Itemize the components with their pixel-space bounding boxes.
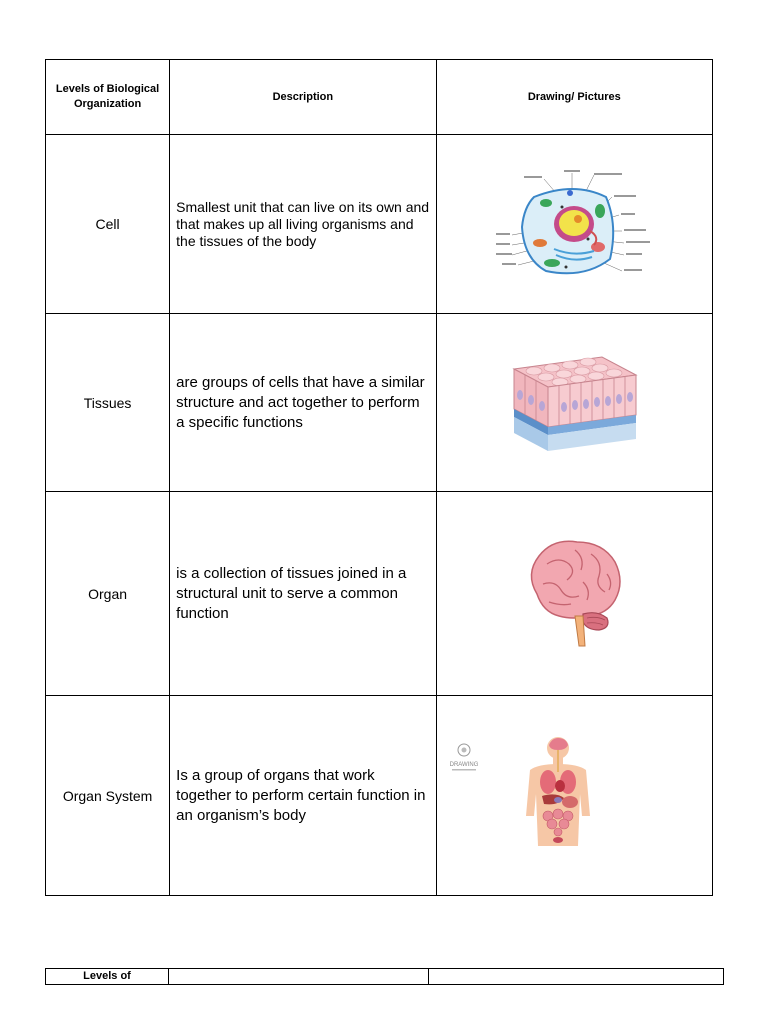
table-row [46, 314, 713, 492]
description-cell: are groups of cells that have a similar structure and act together to perform a specific functions [170, 314, 436, 492]
header-drawing: Drawing/ Pictures [436, 60, 712, 135]
picture-cell [436, 314, 712, 492]
header-description: Description [170, 60, 436, 135]
tissue-image [504, 347, 644, 459]
table-row [46, 696, 713, 896]
second-table-header [45, 968, 724, 985]
header-levels: Levels of Biological Organization [46, 60, 170, 135]
picture-cell [436, 696, 712, 896]
table-row [46, 492, 713, 696]
description-cell: Smallest unit that can live on its own and that makes up all living organisms and the tissues of the body [170, 135, 436, 314]
picture-cell [436, 135, 712, 314]
table-header-row [46, 60, 713, 135]
header-levels: Levels of [46, 969, 169, 985]
table-header-row [46, 969, 724, 985]
biological-organization-table [45, 59, 713, 896]
level-cell: Cell [46, 135, 170, 314]
brain-image [519, 534, 629, 654]
watermark-logo [450, 744, 479, 771]
header-empty-cell [169, 969, 429, 985]
table-row [46, 135, 713, 314]
picture-cell [436, 492, 712, 696]
animal-cell-image [494, 167, 654, 282]
description-cell: Is a group of organs that work together to perform certain function in an organism’s body [170, 696, 436, 896]
level-cell: Organ System [46, 696, 170, 896]
level-cell: Tissues [46, 314, 170, 492]
level-cell: Organ [46, 492, 170, 696]
svg-text:DRAWING: DRAWING [449, 761, 479, 768]
organ-system-image [444, 736, 704, 856]
header-empty-cell [429, 969, 724, 985]
description-cell: is a collection of tissues joined in a structural unit to serve a common function [170, 492, 436, 696]
